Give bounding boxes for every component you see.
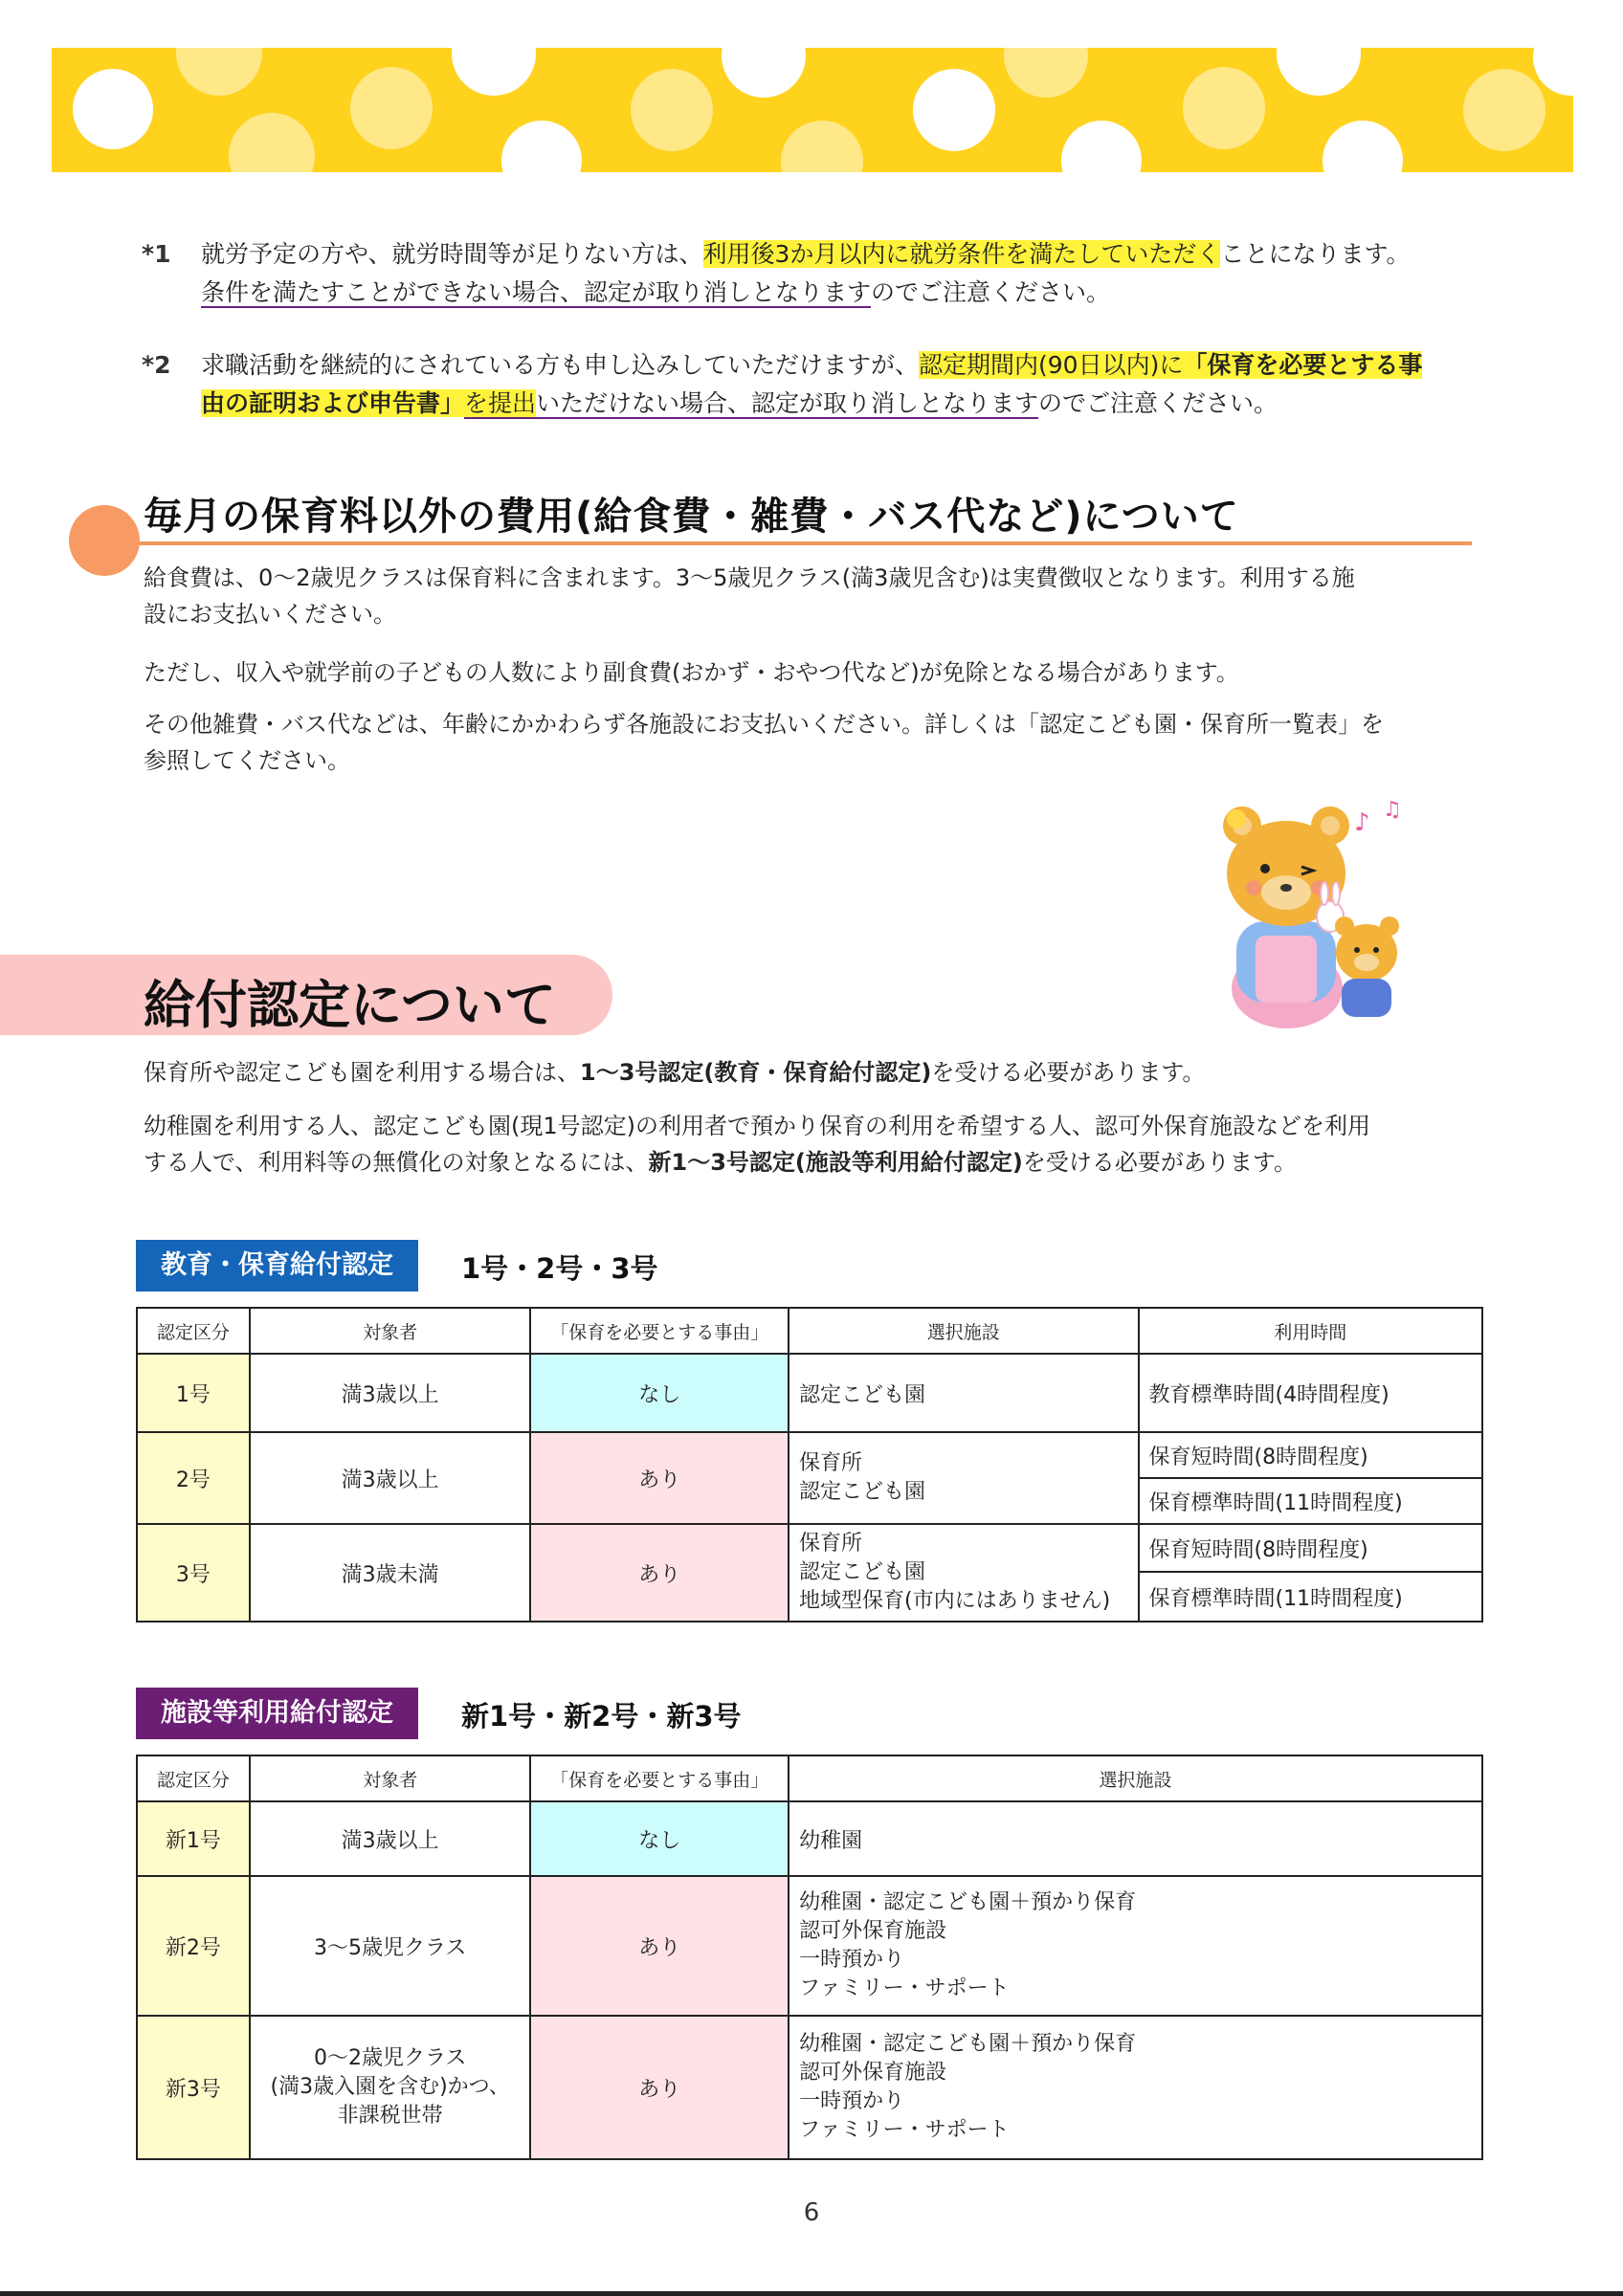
header-cell: 認定区分	[137, 1755, 250, 1801]
facility-line: 一時預かり	[799, 1948, 905, 1972]
facility-line: 認定こども園	[799, 1480, 926, 1504]
facility-line: 幼稚園・認定こども園＋預かり保育	[799, 1890, 1137, 1914]
note-mark: *1	[142, 240, 171, 268]
target-cell	[250, 2016, 531, 2159]
dot-icon	[1323, 121, 1403, 172]
facility-line: 認可外保育施設	[799, 2061, 947, 2085]
circle-icon	[69, 505, 140, 576]
facility-line: ファミリー・サポート	[799, 1976, 1010, 2000]
reason-cell: あり	[530, 1524, 789, 1622]
section-underline	[115, 541, 1472, 545]
note-text: のでご注意ください。	[871, 278, 1111, 306]
facility-cell	[789, 2016, 1482, 2159]
dot-icon	[913, 69, 995, 151]
kubun-cell: 2号	[137, 1432, 250, 1524]
header-cell: 選択施設	[789, 1308, 1138, 1354]
benefit-paragraph-2	[144, 1108, 1483, 1181]
paragraph-line: 給食費は、0～2歳児クラスは保育料に含まれます。3～5歳児クラス(満3歳児含む)は実費徴収となります。利用する施	[144, 564, 1355, 591]
dot-icon	[722, 48, 806, 98]
fees-paragraph-1	[144, 560, 1483, 632]
header-cell: 「保育を必要とする事由」	[530, 1308, 789, 1354]
table-facility-benefit	[136, 1755, 1483, 2160]
table2-tag: 施設等利用給付認定	[136, 1688, 418, 1739]
dot-icon	[501, 121, 582, 172]
target-cell: 満3歳以上	[250, 1432, 531, 1524]
table-row	[137, 2016, 1482, 2159]
table-row	[137, 1432, 1482, 1478]
time-cell: 保育短時間(8時間程度)	[1139, 1524, 1483, 1572]
target-cell: 満3歳以上	[250, 1354, 531, 1432]
kubun-cell: 新2号	[137, 1876, 250, 2016]
paragraph-text: を受ける必要があります。	[931, 1059, 1206, 1086]
highlighted-text: を提出	[464, 389, 537, 417]
table1-subtitle: 1号・2号・3号	[461, 1252, 658, 1285]
target-line: 0～2歳児クラス	[313, 2046, 467, 2070]
kubun-cell: 1号	[137, 1354, 250, 1432]
bold-text: 新1～3号認定(施設等利用給付認定)	[648, 1149, 1023, 1176]
note-text: のでご注意ください。	[1038, 389, 1278, 417]
facility-line: 一時預かり	[799, 2089, 905, 2113]
paragraph-text: する人で、利用料等の無償化の対象となるには、	[144, 1149, 649, 1176]
dot-icon	[631, 69, 713, 151]
highlighted-bold-text: 「保育を必要とする事	[1183, 351, 1423, 379]
note-text: 就労予定の方や、就労時間等が足りない方は、	[201, 240, 703, 268]
table-row	[137, 1876, 1482, 2016]
target-cell: 3～5歳児クラス	[250, 1876, 531, 2016]
time-cell: 保育標準時間(11時間程度)	[1139, 1478, 1483, 1524]
facility-line: 保育所	[799, 1532, 863, 1556]
kubun-cell: 新1号	[137, 1801, 250, 1876]
facility-line: 保育所	[799, 1451, 863, 1475]
paragraph-text: を受ける必要があります。	[1022, 1149, 1297, 1176]
dot-icon	[1183, 67, 1265, 149]
table1-tag: 教育・保育給付認定	[136, 1240, 418, 1292]
time-cell: 教育標準時間(4時間程度)	[1139, 1354, 1483, 1432]
svg-text:♫: ♫	[1383, 798, 1402, 822]
paragraph-text: 保育所や認定こども園を利用する場合は、	[144, 1059, 580, 1086]
bear-mother-child-illustration-icon	[1187, 792, 1426, 1031]
table-row	[137, 1524, 1482, 1572]
page-number: 6	[803, 2198, 820, 2227]
bold-text: 1～3号認定(教育・保育給付認定)	[580, 1059, 932, 1086]
paragraph-line: 参照してください。	[144, 747, 350, 774]
dot-icon	[452, 48, 536, 96]
note-mark: *2	[142, 351, 171, 379]
time-cell: 保育短時間(8時間程度)	[1139, 1432, 1483, 1478]
paragraph-line: 幼稚園を利用する人、認定こども園(現1号認定)の利用者で預かり保育の利用を希望する人、認可外保育施設などを利用	[144, 1113, 1370, 1139]
facility-cell	[789, 1432, 1138, 1524]
dot-icon	[350, 67, 433, 149]
reason-cell: なし	[530, 1354, 789, 1432]
paragraph-line: その他雑費・バス代などは、年齢にかかわらず各施設にお支払いください。詳しくは「認定こども園・保育所一覧表」を	[144, 711, 1384, 738]
note-1	[142, 235, 1501, 312]
note-2	[142, 346, 1501, 423]
dot-icon	[176, 48, 262, 96]
highlighted-text: 利用後3か月以内に就労条件を満たしていただく	[702, 240, 1221, 268]
time-cell: 保育標準時間(11時間程度)	[1139, 1572, 1483, 1622]
note-text: ことになります。	[1220, 240, 1411, 268]
table-header-row	[137, 1308, 1482, 1354]
facility-line: 地域型保育(市内にはありません)	[799, 1589, 1111, 1613]
note-text: 求職活動を継続的にされている方も申し込みしていただけますが、	[201, 351, 920, 379]
highlighted-text: 認定期間内(90日以内)に	[919, 351, 1184, 379]
facility-cell	[789, 1524, 1138, 1622]
bottom-rule	[0, 2291, 1623, 2296]
facility-cell	[789, 1876, 1482, 2016]
facility-cell: 幼稚園	[789, 1801, 1482, 1876]
polka-dot-banner	[52, 48, 1573, 172]
underlined-text: いただけない場合、認定が取り消しとなります	[536, 389, 1039, 417]
dot-icon	[1277, 48, 1361, 96]
header-cell: 利用時間	[1139, 1308, 1483, 1354]
fees-paragraph-3	[144, 706, 1483, 779]
target-cell: 満3歳以上	[250, 1801, 531, 1876]
section-title-fees: 毎月の保育料以外の費用(給食費・雑費・バス代など)について	[144, 495, 1239, 539]
target-line: (満3歳入園を含む)かつ、	[270, 2075, 510, 2099]
underlined-text: 条件を満たすことができない場合、認定が取り消しとなります	[201, 278, 872, 306]
table-education-childcare	[136, 1307, 1483, 1623]
facility-line: 認可外保育施設	[799, 1919, 947, 1943]
reason-cell: あり	[530, 1876, 789, 2016]
table2-subtitle: 新1号・新2号・新3号	[461, 1700, 742, 1733]
facility-line: 認定こども園	[799, 1560, 926, 1584]
dot-icon	[1061, 121, 1142, 172]
dot-icon	[1004, 48, 1088, 98]
highlighted-bold-text: 由の証明および申告書」	[201, 389, 465, 417]
benefit-paragraph-1	[144, 1054, 1483, 1091]
dot-icon	[229, 113, 315, 172]
svg-text:♪: ♪	[1354, 808, 1370, 837]
kubun-cell: 新3号	[137, 2016, 250, 2159]
target-line: 非課税世帯	[337, 2104, 443, 2128]
paragraph-line: 設にお支払いください。	[144, 601, 396, 628]
reason-cell: あり	[530, 2016, 789, 2159]
table-header-row	[137, 1755, 1482, 1801]
facility-line: ファミリー・サポート	[799, 2118, 1010, 2142]
header-cell: 対象者	[250, 1308, 531, 1354]
header-cell: 認定区分	[137, 1308, 250, 1354]
kubun-cell: 3号	[137, 1524, 250, 1622]
reason-cell: なし	[530, 1801, 789, 1876]
dot-icon	[781, 121, 863, 172]
table-row	[137, 1354, 1482, 1432]
facility-cell: 認定こども園	[789, 1354, 1138, 1432]
header-cell: 対象者	[250, 1755, 531, 1801]
reason-cell: あり	[530, 1432, 789, 1524]
dot-icon	[1463, 69, 1545, 151]
section-title-benefit: 給付認定について	[144, 975, 556, 1035]
facility-line: 幼稚園・認定こども園＋預かり保育	[799, 2032, 1137, 2056]
target-cell: 満3歳未満	[250, 1524, 531, 1622]
header-cell: 選択施設	[789, 1755, 1482, 1801]
table-row	[137, 1801, 1482, 1876]
dot-icon	[73, 69, 153, 149]
fees-paragraph-2: ただし、収入や就学前の子どもの人数により副食費(おかず・おやつ代など)が免除となる場合があります。	[144, 659, 1239, 686]
header-cell: 「保育を必要とする事由」	[530, 1755, 789, 1801]
